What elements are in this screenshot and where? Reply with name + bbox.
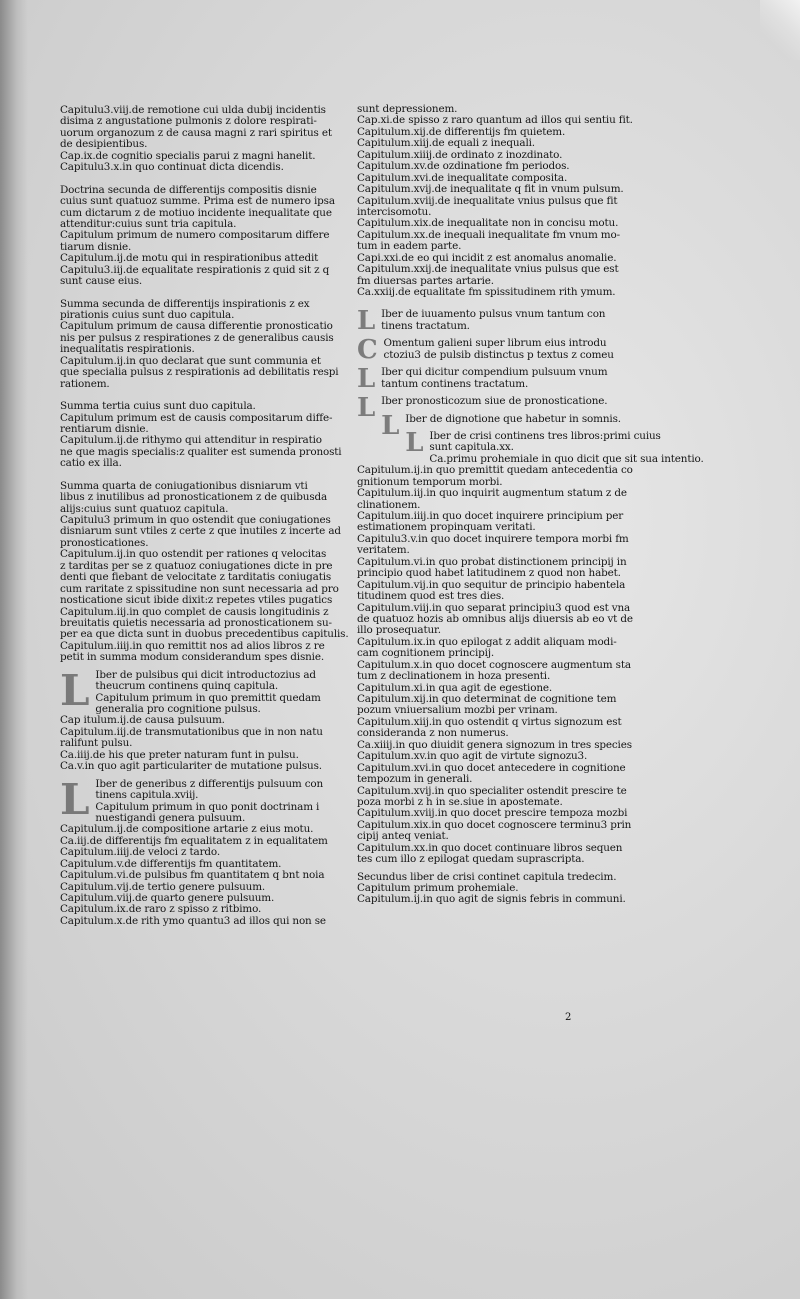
text-line: cam cognitionem principij.: [357, 647, 495, 660]
text-line: Iber pronosticozum siue de pronosticatione.: [381, 395, 608, 408]
text-line: Capitulum.iiij.in quo remittit nos ad alios libros z re: [60, 639, 325, 652]
text-line: Capitulum.ij.in quo premittit quedam antecedentia co: [357, 464, 633, 477]
text-line: Capitulum.xviij.in quo docet prescire tempoza mozbi: [357, 807, 628, 820]
text-line: Capitulum.viij.in quo separat principiu3 quod est vna: [357, 601, 631, 614]
left-block-7: [60, 774, 328, 928]
text-line: Cap.xi.de spisso z raro quantum ad illos qui sentiu fit.: [357, 114, 633, 127]
text-line: tum z declinationem in hoza presenti.: [357, 670, 551, 683]
text-line: Summa tertia cuius sunt duo capitula.: [60, 400, 256, 413]
text-line: Capitulu3 primum in quo ostendit que coniugationes: [60, 514, 331, 526]
text-line: attenditur:cuius sunt tria capitula.: [60, 217, 237, 230]
text-line: Summa quarta de coniugationibus disniarum vti: [60, 479, 308, 492]
text-line: generalia pro cognitione pulsus.: [95, 703, 261, 715]
text-line: libus z inutilibus ad pronosticationem z de quibusda: [60, 491, 328, 504]
text-line: Capitulum.ix.de raro z spisso z ritbimo.: [60, 903, 262, 916]
text-line: illo prosequatur.: [357, 624, 441, 637]
text-line: alijs:cuius sunt quatuoz capitula.: [60, 502, 229, 515]
text-line: Capitulum primum de causa differentie pronosticatio: [60, 320, 333, 333]
text-line: Capitulum.iiij.in quo docet inquirere principium per: [357, 510, 624, 522]
text-line: Capitulum.ij.in quo declarat que sunt communia et: [60, 354, 321, 367]
text-line: cipij anteq veniat.: [357, 830, 449, 843]
text-line: Iber qui dicitur compendium pulsuum vnum: [381, 366, 608, 379]
left-block-2: [60, 183, 335, 288]
text-line: Ca.xiiij.in quo diuidit genera signozum in tres species: [357, 738, 632, 751]
text-line: Capitulum primum in quo ponit doctrinam i: [95, 800, 320, 813]
text-line: poza morbi z h in se.siue in apostemate.: [357, 795, 563, 808]
text-line: denti que fiebant de velocitate z tarditatis coniugatis: [60, 571, 332, 584]
text-line: Capitulum.xix.in quo docet cognoscere terminu3 prin: [357, 818, 632, 831]
text-line: ctoziu3 de pulsib distinctus p textus z comeu: [383, 348, 614, 361]
text-line: Capitulum.xvij.de inequalitate q fit in vnum pulsum.: [357, 183, 624, 196]
text-line: tinens tractatum.: [381, 319, 470, 332]
text-line: que specialia pulsus z respirationis ad debilitatis respi: [60, 366, 339, 379]
text-line: Capitulu3.v.in quo docet inquirere tempora morbi fm: [357, 532, 629, 545]
text-line: nosticatione sicut ibide dixit:z repetes vtiles pugatics: [60, 594, 333, 607]
binding-gutter: [0, 0, 28, 1299]
text-line: tes cum illo z epilogat quedam suprascripta.: [357, 853, 585, 866]
right-block-3: [357, 335, 614, 366]
text-line: Iber de iuuamento pulsus vnum tantum con: [381, 308, 606, 321]
text-line: Capitulum.xij.in quo determinat de cognitione tem: [357, 693, 617, 705]
right-block-7: [357, 427, 704, 866]
text-line: Ca.xxiij.de equalitate fm spissitudinem rith ymum.: [357, 286, 616, 298]
text-line: de desipientibus.: [60, 138, 148, 151]
text-line: disima z angustatione pulmonis z dolore respirati-: [60, 115, 317, 128]
text-line: Ca.iiij.de his que preter naturam funt in pulsu.: [60, 748, 299, 761]
text-line: disniarum sunt vtiles z certe z que inutiles z incerte ad: [60, 525, 341, 538]
text-line: fm diuersas partes artarie.: [357, 274, 494, 287]
left-block-1: [60, 104, 332, 174]
text-line: sunt capitula.xx.: [429, 441, 514, 454]
text-line: pirationis cuius sunt duo capitula.: [60, 309, 235, 321]
text-line: tantum continens tractatum.: [381, 377, 529, 390]
text-line: Doctrina secunda de differentijs compositis disnie: [60, 183, 317, 196]
text-line: Ca.iij.de differentijs fm equalitatem z in equalitatem: [60, 834, 328, 847]
text-line: Cap itulum.ij.de causa pulsuum.: [60, 714, 225, 727]
text-line: veritatem.: [357, 544, 410, 557]
text-line: Capitulum.xiiij.de ordinato z inozdinato.: [357, 148, 563, 161]
text-line: Capitulum.xi.in qua agit de egestione.: [357, 681, 553, 694]
text-line: tum in eadem parte.: [357, 240, 462, 253]
text-line: sunt depressionem.: [357, 103, 458, 115]
text-line: Capitulum primum est de causis compositarum diffe-: [60, 411, 333, 424]
decorated-initial: L: [357, 364, 376, 395]
decorated-initial: L: [405, 427, 424, 458]
text-line: Capitulum.xij.de differentijs fm quietem.: [357, 125, 566, 138]
text-line: breuitatis quietis necessaria ad pronosticationem su-: [60, 616, 332, 629]
left-block-4: [60, 400, 342, 470]
text-line: Capitulum.xvi.de inequalitate composita.: [357, 171, 568, 184]
text-line: Capitulum.ij.in quo ostendit per rationes q velocitas: [60, 548, 327, 561]
text-line: Capitulum.iij.in quo complet de causis longitudinis z: [60, 605, 329, 618]
text-line: sunt cause eius.: [60, 275, 143, 288]
decorated-initial: L: [381, 410, 400, 441]
right-block-4: [357, 364, 608, 395]
text-line: per ea que dicta sunt in duobus precedentibus capitulis.: [60, 628, 349, 641]
text-line: nuestigandi genera pulsuum.: [95, 811, 246, 824]
text-line: uorum organozum z de causa magni z rari spiritus et: [60, 126, 332, 139]
text-line: theucrum continens quinq capitula.: [95, 680, 279, 693]
text-line: Capitulum.x.de rith ymo quantu3 ad illos qui non se: [60, 914, 326, 927]
text-line: tiarum disnie.: [60, 240, 132, 253]
text-line: pozum vniuersalium mozbi per vrinam.: [357, 704, 558, 717]
decorated-initial: L: [357, 393, 376, 424]
text-line: cum dictarum z de motiuo incidente inequalitate que: [60, 206, 332, 219]
decorated-initial: L: [60, 774, 90, 824]
text-line: Capitulum.vi.in quo probat distinctionem principij in: [357, 555, 627, 568]
text-line: Cap.ix.de cognitio specialis parui z magni hanelit.: [60, 149, 316, 162]
text-line: rationem.: [60, 377, 110, 390]
text-line: Secundus liber de crisi continet capitula tredecim.: [357, 870, 617, 883]
text-line: Capitulum primum prohemiale.: [357, 882, 519, 894]
decorated-initial: L: [60, 665, 90, 715]
right-block-8: [357, 870, 626, 906]
text-line: Capitulum.ij.in quo agit de signis febris in communi.: [357, 893, 626, 906]
right-block-1: [357, 103, 633, 298]
text-line: clinationem.: [357, 498, 421, 511]
text-line: ne que magis specialis:z qualiter est sumenda pronosti: [60, 445, 342, 458]
decorated-initial: L: [357, 306, 376, 337]
text-line: Summa secunda de differentijs inspirationis z ex: [60, 297, 310, 310]
text-line: petit in summa modum considerandum spes disnie.: [60, 651, 324, 664]
text-line: intercisomotu.: [357, 205, 432, 218]
right-block-2: [357, 306, 606, 337]
text-line: principio quod habet latitudinem z quod non habet.: [357, 567, 621, 580]
text-line: Capitulum primum de numero compositarum differe: [60, 229, 330, 242]
text-line: Capitulum.xvij.in quo specialiter ostendit prescire te: [357, 784, 627, 797]
text-line: Iber de crisi continens tres libros:primi cuius: [429, 429, 661, 442]
text-line: ralifunt pulsu.: [60, 737, 133, 750]
text-line: Capitulu3.x.in quo continuat dicta dicendis.: [60, 161, 284, 174]
text-line: Capitulum.vi.de pulsibus fm quantitatem q bnt noia: [60, 869, 325, 882]
left-block-3: [60, 297, 339, 391]
text-line: Capitulum.xx.in quo docet continuare libros sequen: [357, 841, 623, 854]
text-line: inequalitatis respirationis.: [60, 343, 195, 356]
text-line: Capitulum.ij.de compositione artarie z eius motu.: [60, 823, 314, 836]
text-line: Omentum galieni super librum eius introdu: [383, 337, 607, 350]
text-line: Capitulum.xv.de ozdinatione fm periodos.: [357, 160, 570, 173]
text-line: Capitulum.xiij.de equali z inequali.: [357, 137, 535, 150]
text-line: Capitulu3.viij.de remotione cui ulda dubij incidentis: [60, 104, 326, 116]
text-line: Iber de dignotione que habetur in somnis.: [405, 412, 621, 425]
page-corner: [760, 0, 800, 60]
left-block-5: [60, 479, 349, 664]
text-line: Capitulum.v.de differentijs fm quantitatem.: [60, 857, 282, 870]
text-line: Capitulum.iij.in quo inquirit augmentum statum z de: [357, 487, 627, 500]
text-line: pronosticationes.: [60, 536, 149, 549]
text-line: Iber de generibus z differentijs pulsuum con: [95, 777, 324, 790]
text-line: Capitulum.vij.de tertio genere pulsuum.: [60, 880, 266, 893]
text-line: Iber de pulsibus qui dicit introductozius ad: [95, 668, 316, 681]
text-line: Capitulum.viij.de quarto genere pulsuum.: [60, 892, 275, 904]
right-column: [357, 103, 704, 906]
text-line: tempozum in generali.: [357, 773, 473, 786]
text-line: titudinem quod est tres dies.: [357, 590, 505, 603]
text-line: Ca.v.in quo agit particulariter de mutatione pulsus.: [60, 760, 322, 773]
text-line: Capitulum.xxij.de inequalitate vnius pulsus que est: [357, 263, 619, 276]
text-line: estimationem propinquam veritati.: [357, 521, 536, 534]
text-line: Capitulum.iij.de transmutationibus que in non natu: [60, 725, 323, 738]
text-line: Capitulum.xix.de inequalitate non in concisu motu.: [357, 217, 619, 230]
text-line: consideranda z non numerus.: [357, 727, 509, 740]
text-line: nis per pulsus z respirationes z de generalibus causis: [60, 331, 334, 344]
text-line: de quatuoz hozis ab omnibus alijs diuersis ab eo vt de: [357, 612, 633, 625]
text-line: Capitulum.x.in quo docet cognoscere augmentum sta: [357, 658, 631, 671]
text-line: Capitulum.iiij.de veloci z tardo.: [60, 846, 220, 859]
decorated-initial: C: [357, 335, 378, 366]
text-line: tinens capitula.xviij.: [95, 789, 199, 802]
text-line: cum raritate z spissitudine non sunt necessaria ad pro: [60, 582, 339, 595]
text-line: Capitulum.ix.in quo epilogat z addit aliquam modi-: [357, 635, 617, 648]
text-line: Capitulum.xvi.in quo docet antecedere in cognitione: [357, 761, 626, 774]
text-line: Capitulum.ij.de motu qui in respirationibus attedit: [60, 252, 319, 265]
text-line: Capitulum.xx.de inequali inequalitate fm vnum mo-: [357, 228, 620, 241]
text-line: Capitulum.vij.in quo sequitur de principio habentela: [357, 578, 626, 591]
text-line: rentiarum disnie.: [60, 422, 149, 435]
text-line: catio ex illa.: [60, 457, 122, 470]
text-line: z tarditas per se z quatuoz coniugationes dicte in pre: [60, 559, 333, 572]
left-column: [60, 104, 349, 927]
text-line: Capi.xxi.de eo qui incidit z est anomalus anomalie.: [357, 251, 617, 264]
text-line: gnitionum temporum morbi.: [357, 475, 503, 488]
text-line: Capitulum.ij.de rithymo qui attenditur in respiratio: [60, 434, 322, 447]
text-line: cuius sunt quatuoz summe. Prima est de numero ipsa: [60, 195, 335, 208]
text-line: Capitulum.xv.in quo agit de virtute signozu3.: [357, 750, 588, 763]
text-line: Capitulu3.iij.de equalitate respirationis z quid sit z q: [60, 263, 330, 276]
page-number: 2: [565, 1012, 572, 1023]
left-block-6: [60, 665, 323, 773]
text-line: Capitulum.xiij.in quo ostendit q virtus signozum est: [357, 715, 622, 728]
text-line: Ca.primu prohemiale in quo dicit que sit sua intentio.: [429, 452, 704, 465]
text-line: Capitulum.xviij.de inequalitate vnius pulsus que fit: [357, 194, 618, 207]
text-line: Capitulum primum in quo premittit quedam: [95, 691, 321, 704]
